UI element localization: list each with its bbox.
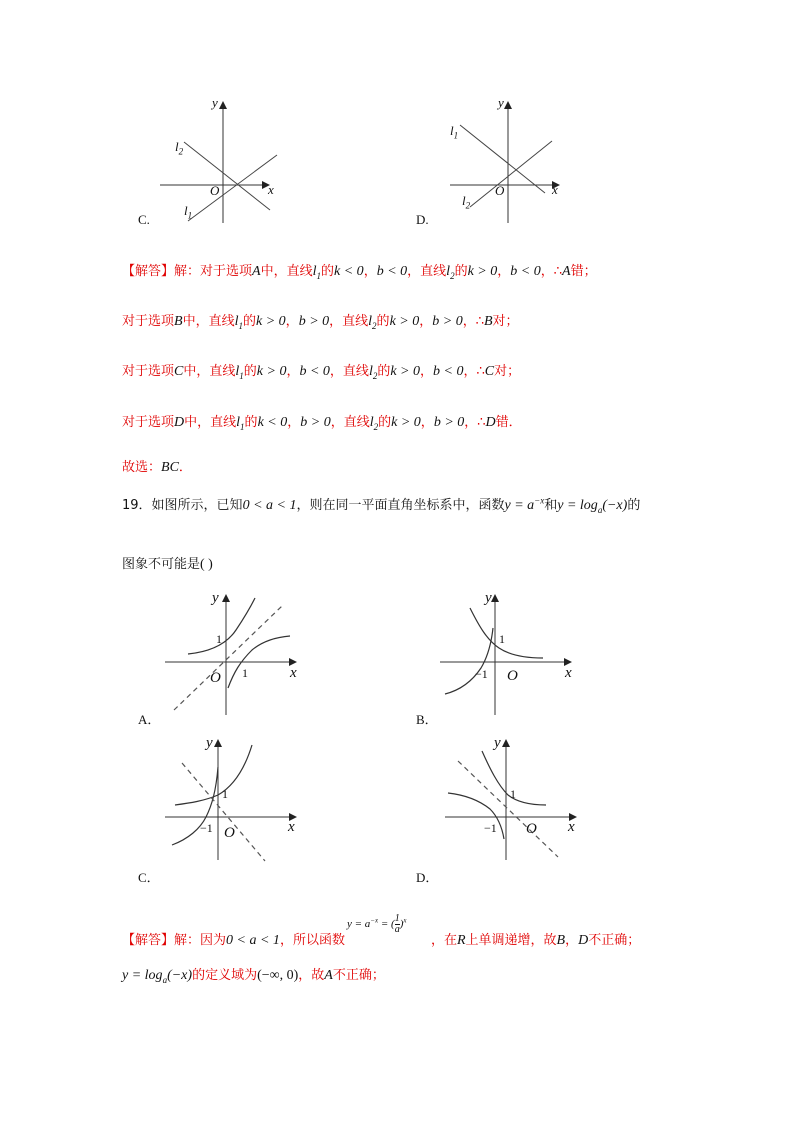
axis-x-label: x xyxy=(568,819,575,835)
answer-18-choice: 故选：BC． xyxy=(122,460,192,475)
figure-19-option-c xyxy=(160,735,305,865)
axis-y-label: y xyxy=(212,95,218,110)
figure-19-option-b xyxy=(435,590,580,720)
figure-18-option-c xyxy=(150,95,290,225)
origin-label: O xyxy=(526,821,537,837)
option-label-c-19: C． xyxy=(138,870,160,885)
tick-neg-one: −1 xyxy=(475,667,488,681)
question-19-stem-line-1: 19．如图所示，已知0 < a < 1，则在同一平面直角坐标系中，函数$y = a^{-x}$和$y = \log_a(-x)$的 xyxy=(122,495,641,515)
tick-neg-one: −1 xyxy=(200,821,213,835)
axis-x-label: x xyxy=(268,182,274,197)
axis-x-label: x xyxy=(290,665,297,681)
axis-x-label: x xyxy=(552,182,558,197)
function-expression: $y = a^{-x}$ = ( $\frac{1}{a}$ )$^x$ xyxy=(346,913,407,935)
option-label-b-19: B． xyxy=(416,712,438,727)
axis-x-label: x xyxy=(288,819,295,835)
graph-19-a xyxy=(160,590,305,720)
axis-y-label: y xyxy=(498,95,504,110)
option-label-a-19: A． xyxy=(138,712,161,727)
axis-y-label: y xyxy=(212,590,219,606)
tick-y-one: 1 xyxy=(499,632,505,646)
option-label-d-18: D. xyxy=(416,212,429,227)
option-label-d-19: D． xyxy=(416,870,439,885)
answer-18-line-2: 对于选项B中，直线$l_1$的k > 0，b > 0，直线$l_2$的k > 0，b > 0，∴B对； xyxy=(122,314,519,331)
line-l2-label: $l_2$ xyxy=(462,193,471,211)
figure-18-option-d xyxy=(440,95,580,225)
axis-y-label: y xyxy=(494,735,501,751)
tick-neg-one: −1 xyxy=(484,821,497,835)
line-l1-label: $l_1$ xyxy=(184,203,193,221)
line-l1-label: $l_1$ xyxy=(450,123,459,141)
answer-19-line-1: 【解答】解：因为0 < a < 1，所以函数 $y = a^{-x}$ = ( $\frac{1}{a}$ )$^x$ ，在R上单调递增，故B，D不正确； xyxy=(122,913,641,948)
answer-18-line-1: 【解答】解：对于选项A中，直线$l_1$的k < 0，b < 0，直线$l_2$的k > 0，b < 0，∴A错； xyxy=(122,264,597,281)
origin-label: O xyxy=(495,183,505,198)
axis-x-label: x xyxy=(565,665,572,681)
graph-18-d xyxy=(440,95,580,225)
option-label-c-18: C. xyxy=(138,212,150,227)
question-number: 19． xyxy=(122,498,152,513)
origin-label: O xyxy=(507,668,518,684)
answer-tag: 【解答】 xyxy=(122,264,175,279)
graph-19-b xyxy=(435,590,580,720)
answer-18-line-4: 对于选项D中，直线$l_1$的k < 0，b > 0，直线$l_2$的k > 0，b > 0，∴D错． xyxy=(122,415,522,432)
tick-y-one: 1 xyxy=(222,787,228,801)
graph-18-c xyxy=(150,95,290,225)
origin-label: O xyxy=(224,825,235,841)
answer-tag: 【解答】 xyxy=(122,933,175,948)
question-19-stem-line-2: 图象不可能是( ) xyxy=(122,557,213,572)
answer-18-line-3: 对于选项C中，直线$l_1$的k > 0，b < 0，直线$l_2$的k > 0，b < 0，∴C对； xyxy=(122,364,521,381)
tick-y-one: 1 xyxy=(510,787,516,801)
figure-19-option-d xyxy=(440,735,585,865)
line-l2-label: $l_2$ xyxy=(175,139,184,157)
axis-y-label: y xyxy=(206,735,213,751)
tick-x-one: 1 xyxy=(242,666,248,680)
axis-y-label: y xyxy=(485,590,492,606)
origin-label: O xyxy=(210,670,221,686)
graph-19-c xyxy=(160,735,305,865)
answer-19-line-2: $y = \log_a(-x)$的定义域为(−∞, 0)，故A不正确； xyxy=(122,968,385,985)
origin-label: O xyxy=(210,183,220,198)
figure-19-option-a xyxy=(160,590,305,720)
tick-y-one: 1 xyxy=(216,632,222,646)
